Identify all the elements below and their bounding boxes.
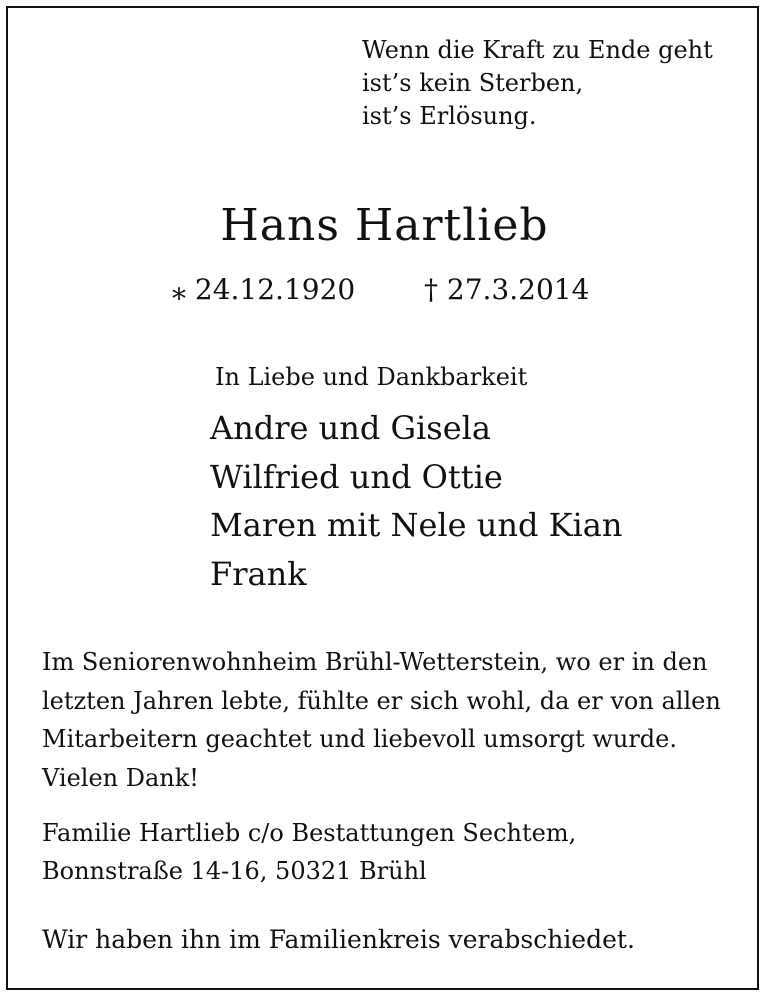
family-list	[210, 404, 622, 598]
message-line: Vielen Dank!	[42, 763, 199, 792]
family-member: Maren mit Nele und Kian	[210, 506, 623, 544]
message-line: letzten Jahren lebte, fühlte er sich wohl, da er von allen	[42, 686, 721, 715]
motto-verse	[362, 34, 713, 133]
death-date: † 27.3.2014	[424, 273, 590, 306]
family-member: Frank	[210, 554, 307, 593]
address-line: Familie Hartlieb c/o Bestattungen Sechtem,	[42, 819, 577, 847]
birth-date: ⁎ 24.12.1920	[172, 273, 356, 306]
contact-address	[42, 814, 576, 890]
message-line: Im Seniorenwohnheim Brühl-Wetterstein, wo er in den	[42, 648, 708, 676]
family-member: Wilfried und Ottie	[210, 457, 503, 496]
message-line: Mitarbeitern geachtet und liebevoll umsorgt wurde.	[42, 725, 677, 753]
dedication-line: In Liebe und Dankbarkeit	[215, 363, 528, 391]
closing-note: Wir haben ihn im Familienkreis verabschiedet.	[42, 925, 635, 954]
family-member: Andre und Gisela	[210, 409, 491, 447]
thanks-message	[42, 643, 721, 797]
address-line: Bonnstraße 14-16, 50321 Brühl	[42, 857, 427, 885]
deceased-name: Hans Hartlieb	[220, 200, 549, 251]
motto-line: ist’s kein Sterben,	[362, 69, 584, 97]
motto-line: ist’s Erlösung.	[362, 102, 537, 130]
motto-line: Wenn die Kraft zu Ende geht	[362, 36, 713, 64]
